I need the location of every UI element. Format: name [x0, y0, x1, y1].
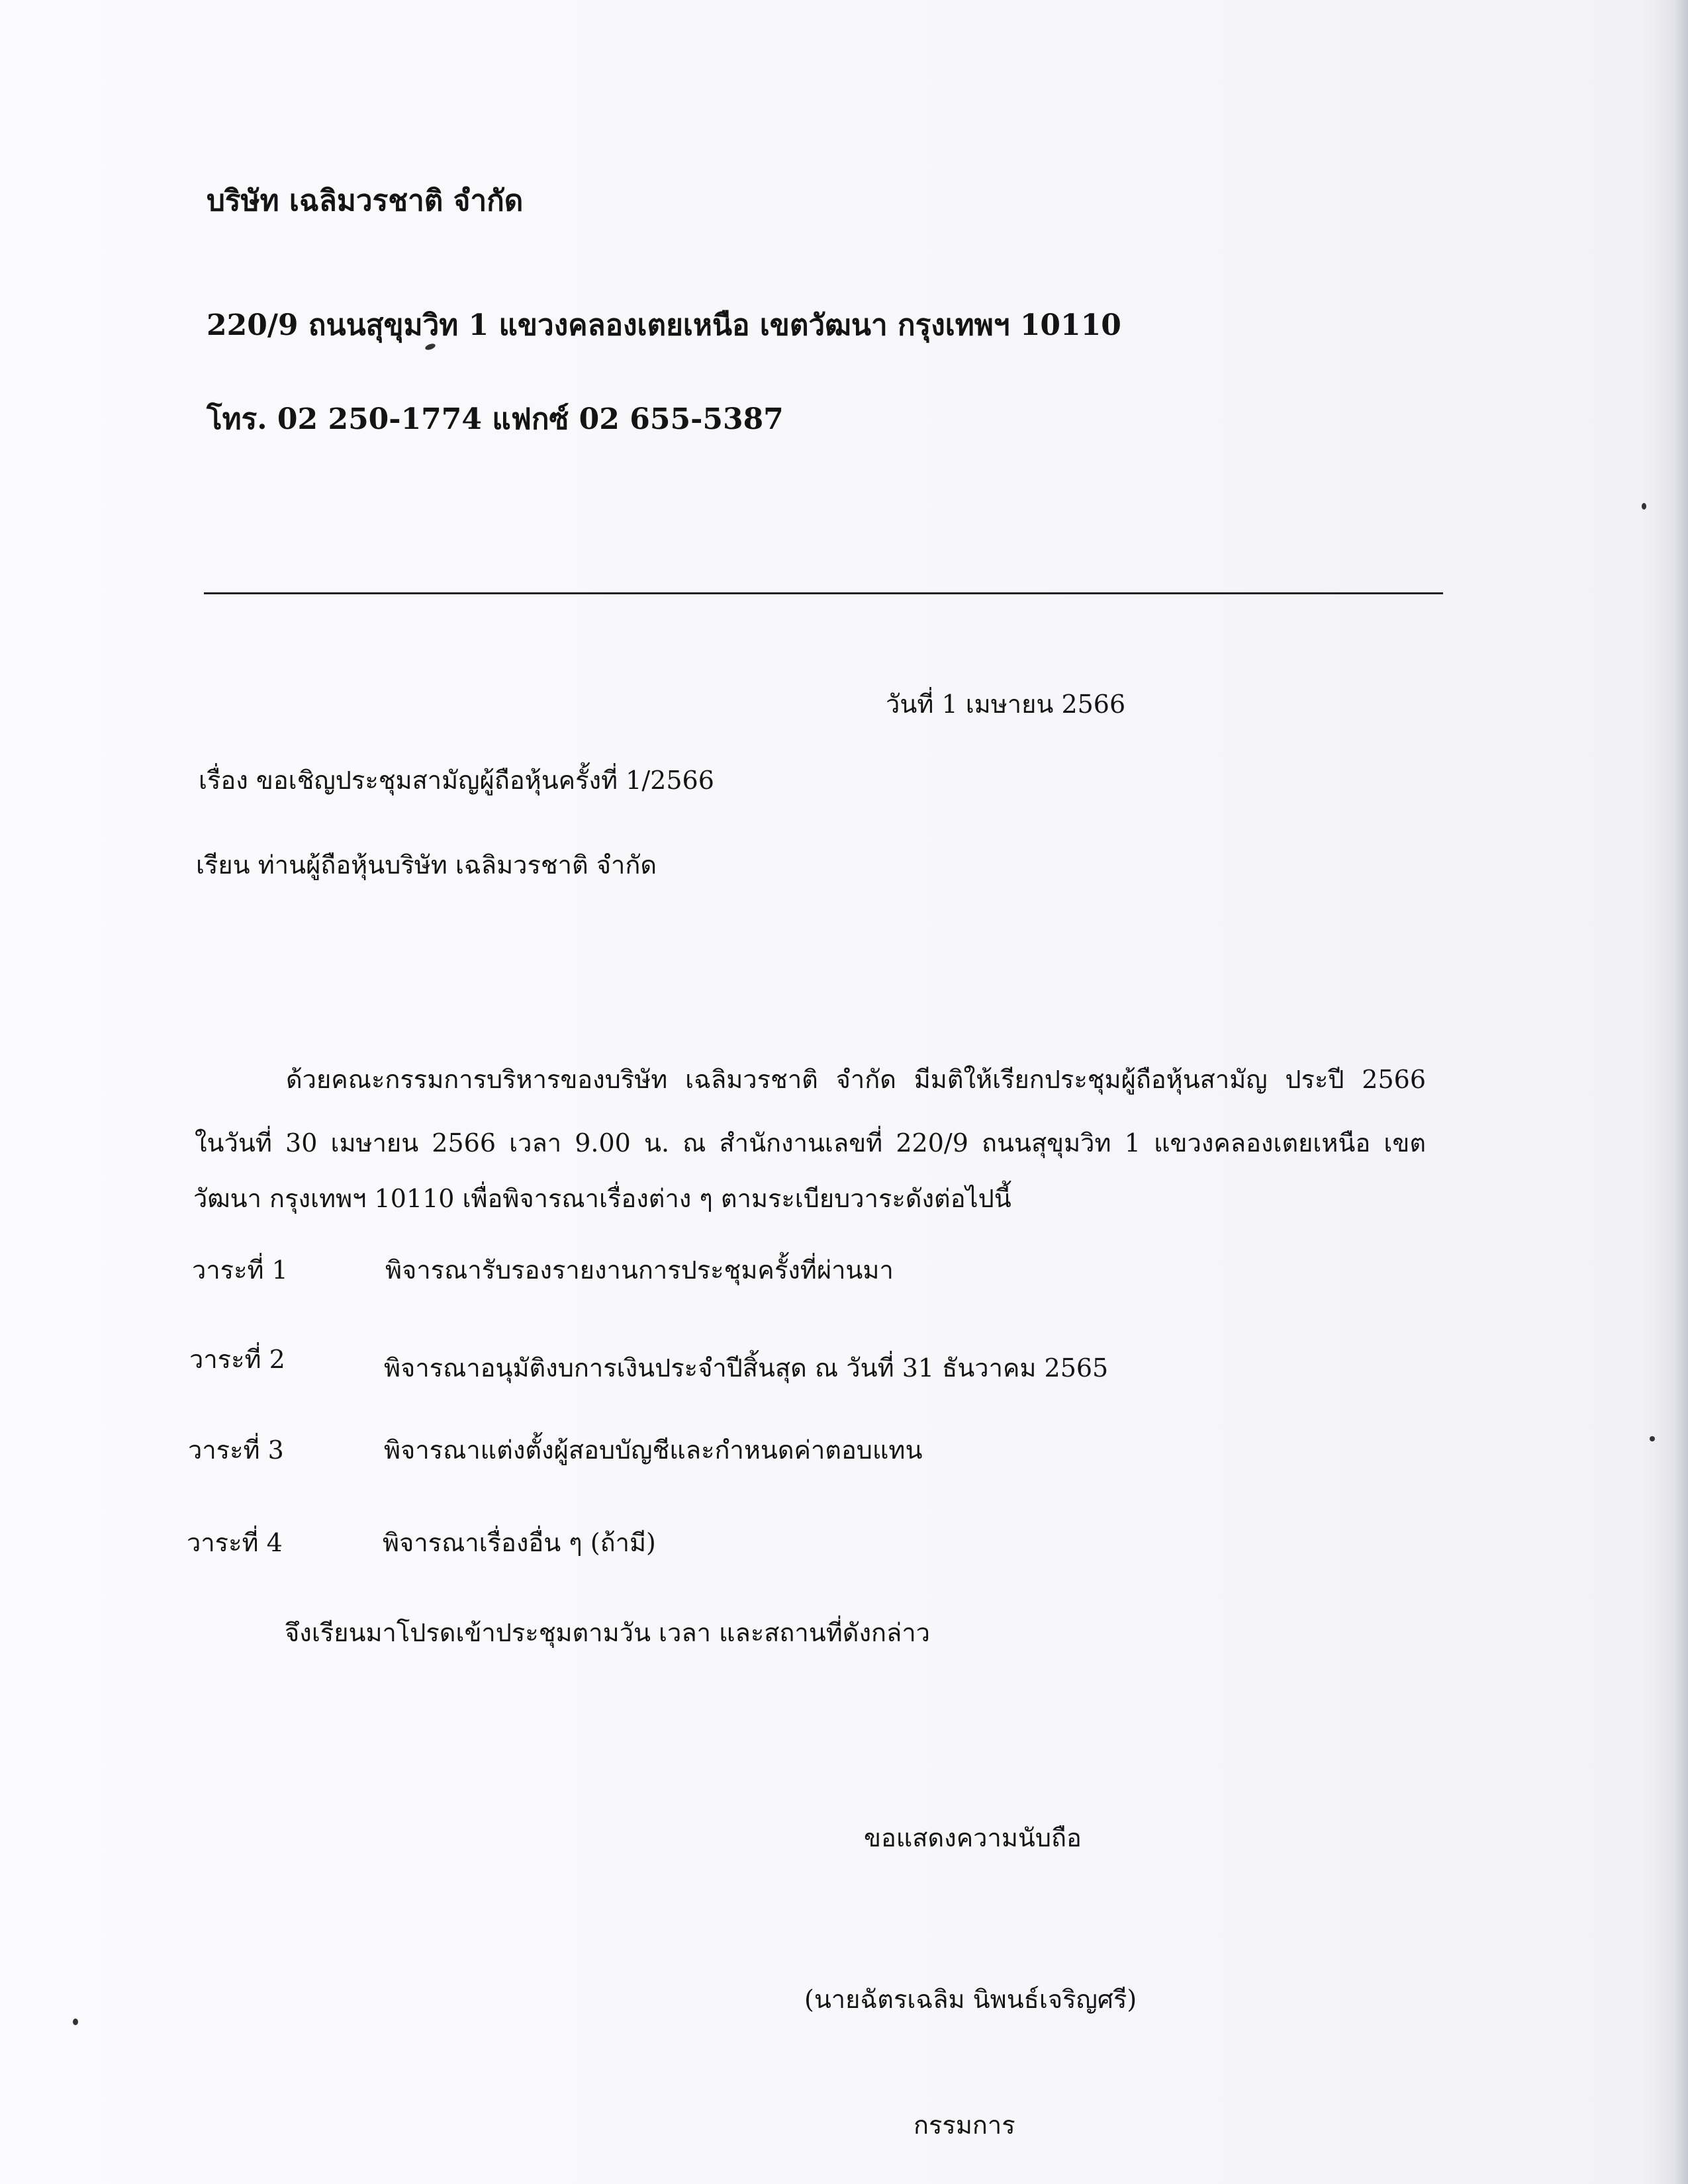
body-line-2: ในวันที่ 30 เมษายน 2566 เวลา 9.00 น. ณ สำนักงานเลขที่ 220/9 ถนนสุขุมวิท 1 แขวงคลองเตยเหนือ เขต — [195, 1128, 1426, 1158]
letter-date: วันที่ 1 เมษายน 2566 — [886, 690, 1126, 719]
scan-speck — [1642, 503, 1646, 510]
agenda-text-3: พิจารณาแต่งตั้งผู้สอบบัญชีและกำหนดค่าตอบแทน — [384, 1435, 923, 1465]
body-line-1: ด้วยคณะกรรมการบริหารของบริษัท เฉลิมวรชาติ จำกัด มีมติให้เรียกประชุมผู้ถือหุ้นสามัญ ประปี 2566 — [286, 1065, 1426, 1094]
company-name: บริษัท เฉลิมวรชาติ จำกัด — [207, 184, 524, 218]
closing-line: จึงเรียนมาโปรดเข้าประชุมตามวัน เวลา และสถานที่ดังกล่าว — [285, 1618, 930, 1647]
agenda-label-4: วาระที่ 4 — [187, 1528, 283, 1557]
scan-speck — [73, 2019, 78, 2025]
agenda-label-3: วาระที่ 3 — [188, 1435, 284, 1465]
scan-edge-shadow — [1642, 0, 1688, 2184]
company-contact: โทร. 02 250-1774 แฟกซ์ 02 655-5387 — [207, 402, 784, 436]
agenda-label-2: วาระที่ 2 — [189, 1345, 285, 1374]
scan-speck — [424, 343, 436, 351]
company-address: 220/9 ถนนสุขุมวิท 1 แขวงคลองเตยเหนือ เขตวัฒนา กรุงเทพฯ 10110 — [207, 308, 1121, 342]
regards: ขอแสดงความนับถือ — [864, 1823, 1082, 1852]
signatory-name: (นายฉัตรเฉลิม นิพนธ์เจริญศรี) — [804, 1985, 1137, 2014]
agenda-text-1: พิจารณารับรองรายงานการประชุมครั้งที่ผ่านมา — [385, 1255, 894, 1285]
signatory-title: กรรมการ — [914, 2111, 1015, 2140]
letter-subject: เรื่อง ขอเชิญประชุมสามัญผู้ถือหุ้นครั้งที่ 1/2566 — [199, 766, 714, 795]
scan-speck — [1650, 1436, 1655, 1441]
agenda-text-2: พิจารณาอนุมัติงบการเงินประจำปีสิ้นสุด ณ วันที่ 31 ธันวาคม 2565 — [384, 1353, 1109, 1383]
letterhead-divider — [204, 592, 1443, 594]
letter-salutation: เรียน ท่านผู้ถือหุ้นบริษัท เฉลิมวรชาติ จำกัด — [196, 850, 657, 880]
body-line-3: วัฒนา กรุงเทพฯ 10110 เพื่อพิจารณาเรื่องต่าง ๆ ตามระเบียบวาระดังต่อไปนี้ — [193, 1184, 1011, 1213]
agenda-label-1: วาระที่ 1 — [192, 1255, 288, 1285]
agenda-text-4: พิจารณาเรื่องอื่น ๆ (ถ้ามี) — [383, 1528, 656, 1557]
